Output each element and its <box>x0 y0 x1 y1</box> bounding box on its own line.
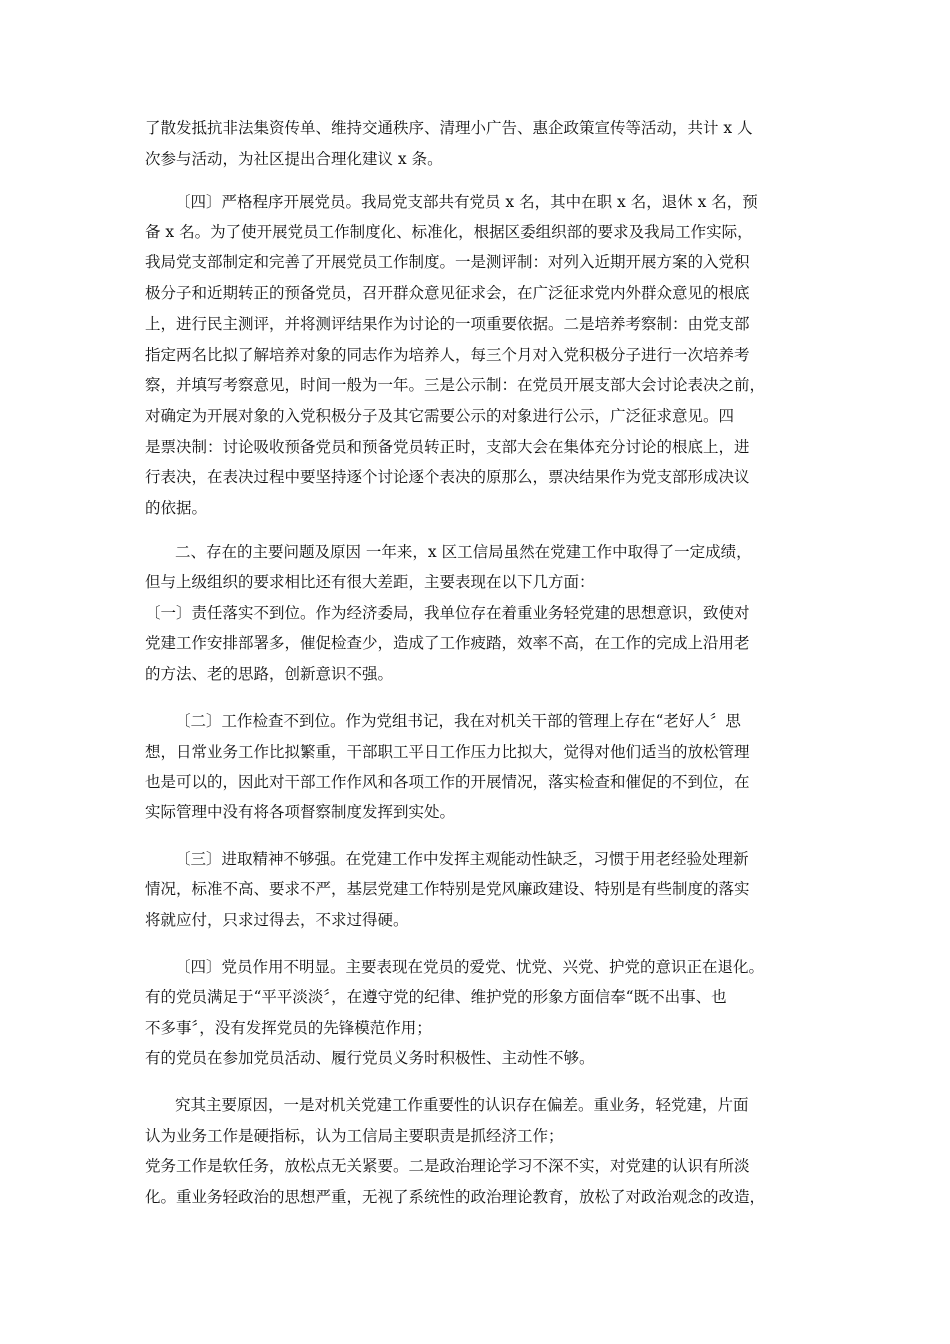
text-line: 有的党员满足于“平平淡淡〞，在遵守党的纪律、维护党的形象方面信奉“既不出事、也 <box>145 988 727 1006</box>
text-line: 指定两名比拟了解培养对象的同志作为培养人，每三个月对入党积极分子进行一次培养考 <box>145 346 750 364</box>
text-line: 但与上级组织的要求相比还有很大差距，主要表现在以下几方面： <box>145 573 595 591</box>
text-line: 化。重业务轻政治的思想严重，无视了系统性的政治理论教育，放松了对政治观念的改造， <box>145 1188 766 1206</box>
text-line: 次参与活动，为社区提出合理化建议 x 条。 <box>145 150 443 168</box>
text-line: 〔四〕严格程序开展党员。我局党支部共有党员 x 名，其中在职 x 名，退休 x 名，预 <box>175 193 758 211</box>
text-line: 也是可以的，因此对干部工作作风和各项工作的开展情况，落实检查和催促的不到位，在 <box>145 773 750 791</box>
text-line: 情况，标准不高、要求不严，基层党建工作特别是党风廉政建设、特别是有些制度的落实 <box>145 880 750 898</box>
text-line: 察，并填写考察意见，时间一般为一年。三是公示制：在党员开展支部大会讨论表决之前， <box>145 376 766 394</box>
text-line: 认为业务工作是硬指标，认为工信局主要职责是抓经济工作； <box>145 1127 564 1145</box>
text-line: 〔四〕党员作用不明显。主要表现在党员的爱党、忧党、兴党、护党的意识正在退化。 <box>175 958 765 976</box>
text-line: 了散发抵抗非法集资传单、维持交通秩序、清理小广告、惠企政策宣传等活动，共计 x 人 <box>145 119 753 137</box>
text-line: 行表决，在表决过程中要坚持逐个讨论逐个表决的原那么，票决结果作为党支部形成决议 <box>145 468 750 486</box>
text-line: 有的党员在参加党员活动、履行党员义务时积极性、主动性不够。 <box>145 1049 595 1067</box>
text-line: 党务工作是软任务，放松点无关紧要。二是政治理论学习不深不实，对党建的认识有所淡 <box>145 1157 750 1175</box>
text-line: 的方法、老的思路，创新意识不强。 <box>145 665 394 683</box>
text-line: 对确定为开展对象的入党积极分子及其它需要公示的对象进行公示，广泛征求意见。四 <box>145 407 735 425</box>
text-line: 实际管理中没有将各项督察制度发挥到实处。 <box>145 803 456 821</box>
text-line: 究其主要原因，一是对机关党建工作重要性的认识存在偏差。重业务，轻党建，片面 <box>175 1096 749 1114</box>
text-line: 上，进行民主测评，并将测评结果作为讨论的一项重要依据。二是培养考察制：由党支部 <box>145 315 750 333</box>
text-line: 不多事〞，没有发挥党员的先锋模范作用； <box>145 1019 432 1037</box>
text-line: 党建工作安排部署多，催促检查少，造成了工作疲踏，效率不高，在工作的完成上沿用老 <box>145 634 750 652</box>
text-line: 将就应付，只求过得去，不求过得硬。 <box>145 911 409 929</box>
text-line: 〔一〕责任落实不到位。作为经济委局，我单位存在着重业务轻党建的思想意识，致使对 <box>145 604 750 622</box>
text-line: 备 x 名。为了使开展党员工作制度化、标准化，根据区委组织部的要求及我局工作实际， <box>145 223 753 241</box>
text-line: 是票决制：讨论吸收预备党员和预备党员转正时，支部大会在集体充分讨论的根底上，进 <box>145 438 750 456</box>
text-line: 我局党支部制定和完善了开展党员工作制度。一是测评制：对列入近期开展方案的入党积 <box>145 253 750 271</box>
text-line: 〔三〕进取精神不够强。在党建工作中发挥主观能动性缺乏，习惯于用老经验处理新 <box>175 850 749 868</box>
text-line: 想，日常业务工作比拟繁重，干部职工平日工作压力比拟大，觉得对他们适当的放松管理 <box>145 743 750 761</box>
text-line: 〔二〕工作检查不到位。作为党组书记，我在对机关干部的管理上存在“老好人〞思 <box>175 712 741 730</box>
text-line: 极分子和近期转正的预备党员，召开群众意见征求会，在广泛征求党内外群众意见的根底 <box>145 284 750 302</box>
text-line: 的依据。 <box>145 499 208 517</box>
section-heading: 二、存在的主要问题及原因 一年来，x 区工信局虽然在党建工作中取得了一定成绩， <box>175 543 752 561</box>
